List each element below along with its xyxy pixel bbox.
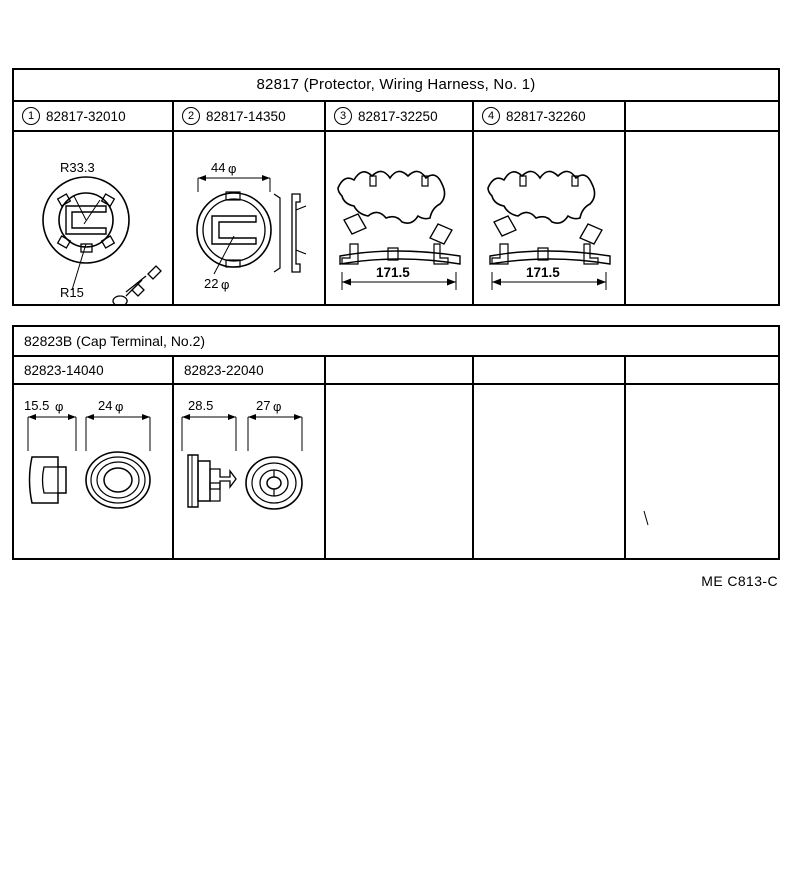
part-number-label-6: 82823-14040 bbox=[24, 362, 104, 378]
part-number-label-1: 82817-32010 bbox=[46, 108, 126, 124]
part-number-label-4: 82817-32260 bbox=[506, 108, 586, 124]
part-illustration-1 bbox=[14, 132, 174, 304]
part-header-cell-4[interactable] bbox=[474, 102, 626, 130]
part-illustration-9-empty bbox=[474, 385, 626, 558]
part-group-table-82817 bbox=[12, 68, 780, 306]
svg-text:φ: φ bbox=[273, 399, 282, 414]
part-illustration-3 bbox=[326, 132, 474, 304]
part-illustration-6 bbox=[14, 385, 174, 558]
dim-label-155phi: 15.5 bbox=[24, 398, 50, 413]
dim-label-285: 28.5 bbox=[188, 398, 214, 413]
dim-label-27phi: 27 bbox=[256, 398, 271, 413]
group-title-82817: 82817 (Protector, Wiring Harness, No. 1) bbox=[14, 70, 778, 102]
part-index-badge-3: 3 bbox=[334, 107, 352, 125]
dim-label-44phi: 44 bbox=[211, 160, 226, 175]
part-group-table-82823b bbox=[12, 325, 780, 560]
group-title-82823b: 82823B (Cap Terminal, No.2) bbox=[14, 327, 778, 357]
part-header-cell-2[interactable] bbox=[174, 102, 326, 130]
svg-text:φ: φ bbox=[221, 277, 230, 292]
part-illustration-row-82823b bbox=[14, 385, 778, 558]
svg-text:φ: φ bbox=[55, 399, 64, 414]
part-header-cell-9[interactable] bbox=[474, 357, 626, 383]
part-header-cell-7[interactable] bbox=[174, 357, 326, 383]
part-number-header-row-82823b bbox=[14, 357, 778, 385]
part-header-cell-8[interactable] bbox=[326, 357, 474, 383]
dim-label-r15: R15 bbox=[60, 285, 84, 300]
part-header-cell-10[interactable] bbox=[626, 357, 778, 383]
dim-label-22phi: 22 bbox=[204, 276, 219, 291]
part-illustration-4 bbox=[474, 132, 626, 304]
dim-label-24phi: 24 bbox=[98, 398, 113, 413]
part-number-label-7: 82823-22040 bbox=[184, 362, 264, 378]
part-illustration-5-empty bbox=[626, 132, 778, 304]
part-illustration-8-empty bbox=[326, 385, 474, 558]
dim-label-1715-b: 171.5 bbox=[526, 265, 560, 280]
part-number-label-3: 82817-32250 bbox=[358, 108, 438, 124]
part-number-header-row-82817 bbox=[14, 102, 778, 132]
part-illustration-2 bbox=[174, 132, 326, 304]
part-index-badge-4: 4 bbox=[482, 107, 500, 125]
part-illustration-row-82817 bbox=[14, 132, 778, 304]
part-number-label-2: 82817-14350 bbox=[206, 108, 286, 124]
part-index-badge-2: 2 bbox=[182, 107, 200, 125]
part-illustration-10-empty bbox=[626, 385, 778, 558]
part-header-cell-6[interactable] bbox=[14, 357, 174, 383]
figure-code-label: ME C813-C bbox=[701, 573, 778, 589]
dim-label-r333: R33.3 bbox=[60, 160, 95, 175]
svg-text:φ: φ bbox=[115, 399, 124, 414]
svg-text:φ: φ bbox=[228, 161, 237, 176]
part-index-badge-1: 1 bbox=[22, 107, 40, 125]
part-illustration-7 bbox=[174, 385, 326, 558]
part-header-cell-5[interactable] bbox=[626, 102, 778, 130]
part-header-cell-3[interactable] bbox=[326, 102, 474, 130]
dim-label-1715-a: 171.5 bbox=[376, 265, 410, 280]
part-header-cell-1[interactable] bbox=[14, 102, 174, 130]
